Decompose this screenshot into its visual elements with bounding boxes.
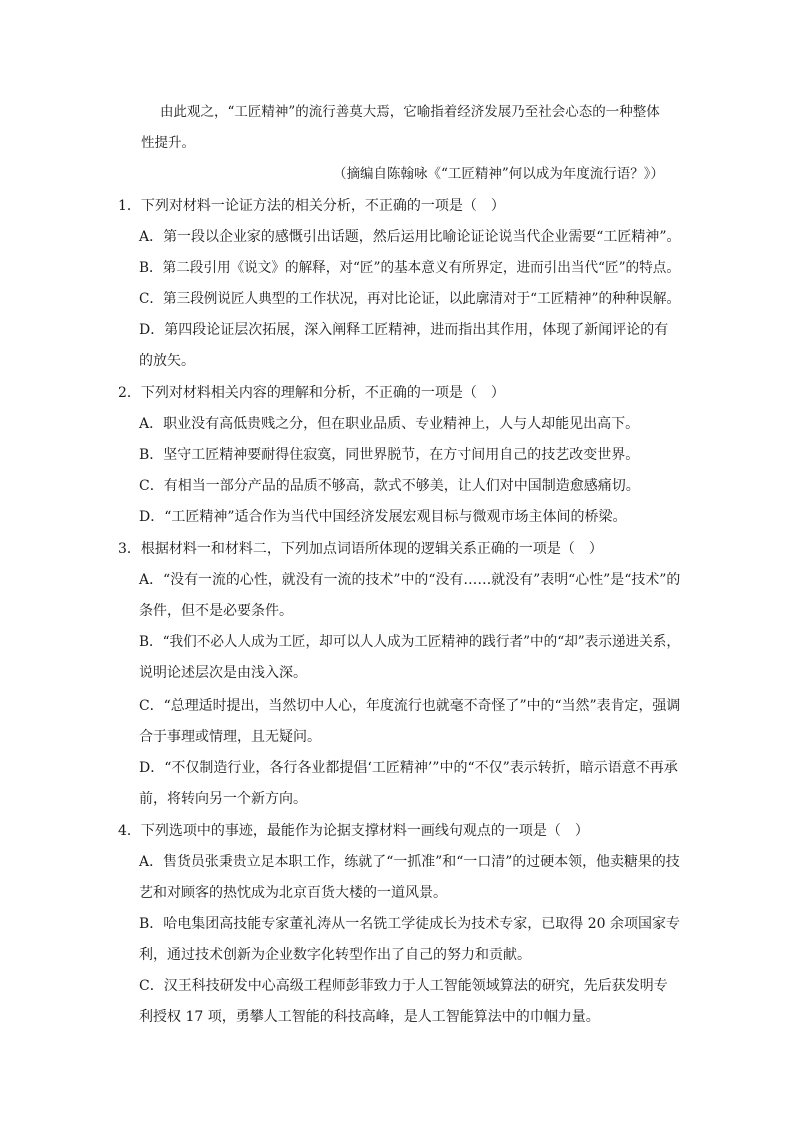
option-a: A．售货员张秉贵立足本职工作，练就了“一抓准”和“一口清”的过硬本领，他卖糖果的技 bbox=[139, 854, 680, 870]
option-a: A．第一段以企业家的感慨引出话题，然后运用比喻论证论说当代企业需要“工匠精神”。 bbox=[139, 229, 681, 245]
question-stem: 4．下列选项中的事迹，最能作为论据支撑材料一画线句观点的一项是（ ） bbox=[118, 823, 589, 839]
option-a: A．“没有一流的心性，就没有一流的技术”中的“没有……就没有”表明“心性”是“技术”的 bbox=[139, 572, 681, 588]
option-a-cont: 条件，但不是必要条件。 bbox=[139, 603, 293, 619]
option-d: D．“不仅制造行业，各行各业都提倡‘工匠精神’”中的“不仅”表示转折，暗示语意不再承 bbox=[139, 760, 678, 776]
option-d: D．“工匠精神”适合作为当代中国经济发展宏观目标与微观市场主体间的桥梁。 bbox=[139, 509, 627, 525]
passage-line: 性提升。 bbox=[141, 135, 195, 151]
option-d-cont: 的放矢。 bbox=[139, 353, 195, 369]
option-d: D．第四段论证层次拓展，深入阐释工匠精神，进而指出其作用，体现了新闻评论的有 bbox=[139, 322, 669, 338]
passage-source: （摘编自陈翰咏《“工匠精神”何以成为年度流行语？》） bbox=[333, 166, 665, 182]
question-stem: 1．下列对材料一论证方法的相关分析，不正确的一项是（ ） bbox=[118, 198, 505, 214]
option-c: C．“总理适时提出，当然切中人心，年度流行也就毫不奇怪了”中的“当然”表肯定，强调 bbox=[139, 698, 681, 714]
passage-line: 由此观之，“工匠精神”的流行善莫大焉，它喻指着经济发展乃至社会心态的一种整体 bbox=[160, 104, 660, 120]
question-stem: 2．下列对材料相关内容的理解和分析，不正确的一项是（ ） bbox=[118, 385, 505, 401]
option-c-cont: 合于事理或情理，且无疑问。 bbox=[139, 729, 321, 745]
option-c: C．汉王科技研发中心高级工程师彭菲致力于人工智能领域算法的研究，先后获发明专 bbox=[139, 978, 668, 994]
option-c: C．第三段例说匠人典型的工作状况，再对比论证，以此廓清对于“工匠精神”的种种误解。 bbox=[139, 291, 681, 307]
option-b-cont: 利，通过技术创新为企业数字化转型作出了自己的努力和贡献。 bbox=[139, 947, 531, 963]
option-c-cont: 利授权 17 项，勇攀人工智能的科技高峰，是人工智能算法中的巾帼力量。 bbox=[139, 1009, 600, 1025]
option-d-cont: 前，将转向另一个新方向。 bbox=[139, 791, 307, 807]
question-stem: 3．根据材料一和材料二，下列加点词语所体现的逻辑关系正确的一项是（ ） bbox=[118, 541, 603, 557]
option-a: A．职业没有高低贵贱之分，但在职业品质、专业精神上，人与人却能见出高下。 bbox=[139, 416, 640, 432]
option-b: B．第二段引用《说文》的解释，对“匠”的基本意义有所界定，进而引出当代“匠”的特点。 bbox=[139, 260, 680, 276]
option-b: B．坚守工匠精神要耐得住寂寞，同世界脱节，在方寸间用自己的技艺改变世界。 bbox=[139, 447, 640, 463]
option-b-cont: 说明论述层次是由浅入深。 bbox=[139, 665, 307, 681]
option-b: B．“我们不必人人成为工匠，却可以人人成为工匠精神的践行者”中的“却”表示递进关系， bbox=[139, 634, 680, 650]
option-a-cont: 艺和对顾客的热忱成为北京百货大楼的一道风景。 bbox=[139, 885, 447, 901]
option-c: C．有相当一部分产品的品质不够高，款式不够美，让人们对中国制造愈感痛切。 bbox=[139, 478, 640, 494]
option-b: B．哈电集团高技能专家董礼涛从一名铣工学徒成长为技术专家，已取得 20 余项国家专 bbox=[139, 916, 681, 932]
